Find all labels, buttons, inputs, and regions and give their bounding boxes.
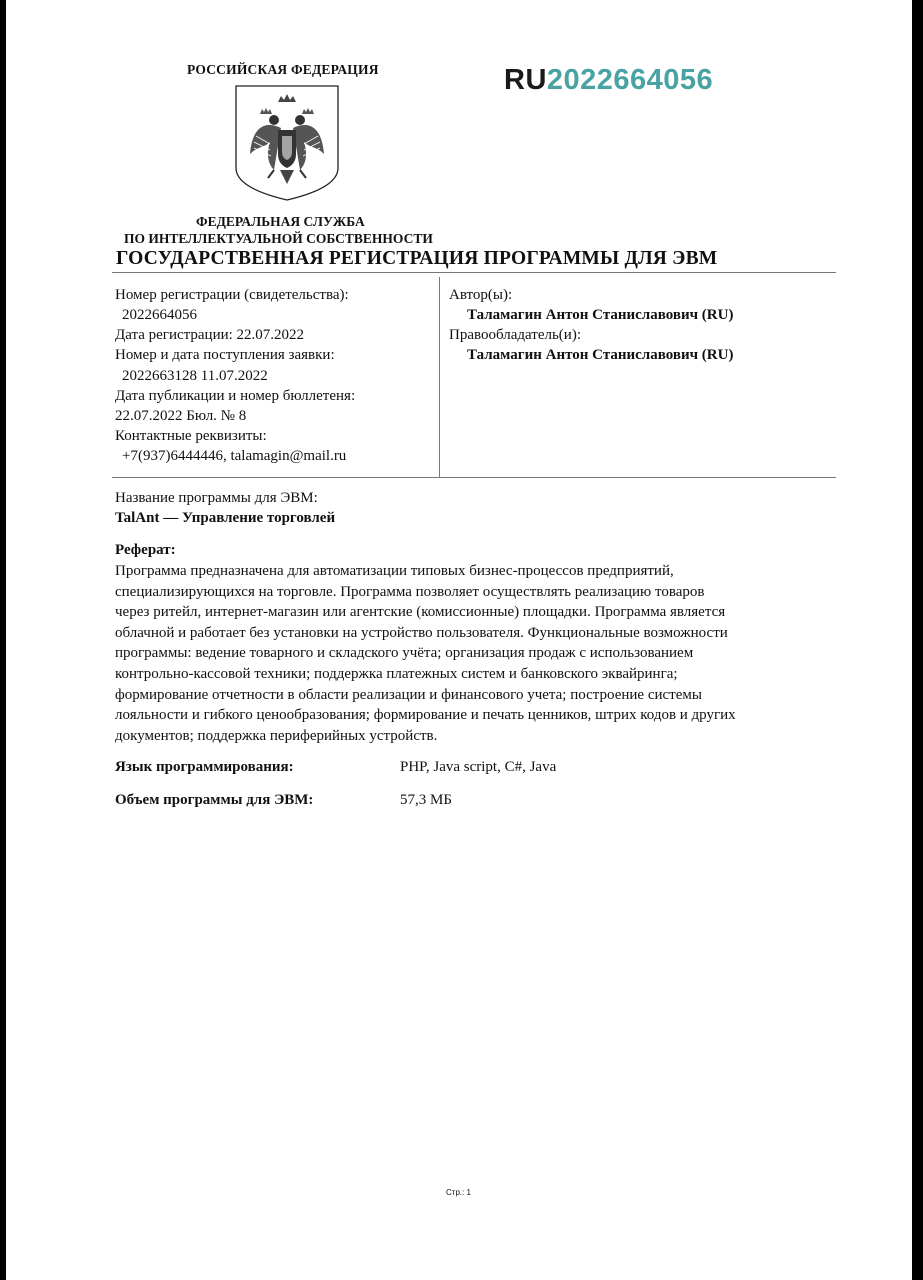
authors-label: Автор(ы): [449,287,513,303]
size-value: 57,3 МБ [400,792,452,808]
abstract-line: документов; поддержка периферийных устройств. [115,727,438,744]
patent-prefix: RU [504,64,547,96]
authors-value: Таламагин Антон Станиславович (RU) [467,307,734,323]
reg-date-label: Дата регистрации: [115,327,233,343]
reg-date-row [115,327,304,344]
table-bottom-rule [112,477,836,478]
program-name-label: Название программы для ЭВМ: [115,490,318,506]
application-value: 2022663128 11.07.2022 [122,368,268,384]
abstract-line: программы: ведение товарного и складского учёта; организация продаж с использованием [115,645,694,662]
abstract-text [115,561,835,746]
abstract-line: облачной и работает без установки на устройство пользователя. Функциональные возможности [115,624,728,641]
publication-value: 22.07.2022 Бюл. № 8 [115,408,247,424]
application-label: Номер и дата поступления заявки: [115,347,335,363]
abstract-line: Программа предназначена для автоматизации типовых бизнес-процессов предприятий, [115,563,674,579]
reg-date-value: 22.07.2022 [236,327,305,343]
state-emblem [234,84,340,202]
abstract-label: Реферат: [115,542,176,558]
agency-name-line1: ФЕДЕРАЛЬНАЯ СЛУЖБА [196,214,365,229]
country-name: РОССИЙСКАЯ ФЕДЕРАЦИЯ [187,62,379,77]
patent-number [504,64,713,97]
abstract-line: специализирующихся на торговле. Программа позволяет осуществлять реализацию товаров [115,583,705,600]
abstract-line: через ритейл, интернет-магазин или агентские (комиссионные) площадки. Программа является [115,604,726,621]
reg-number-value: 2022664056 [122,307,197,323]
document-title: ГОСУДАРСТВЕННАЯ РЕГИСТРАЦИЯ ПРОГРАММЫ ДЛЯ ЭВМ [116,248,718,269]
reg-number-label: Номер регистрации (свидетельства): [115,287,349,303]
abstract-line: лояльности и гибкого ценообразования; формирование и печать ценников, штрих кодов и других [115,707,736,724]
language-value: PHP, Java script, C#, Java [400,759,557,775]
contacts-label: Контактные реквизиты: [115,428,267,444]
program-name-value: TalAnt — Управление торговлей [115,510,336,526]
abstract-line: контрольно-кассовой техники; поддержка платежных систем и банковского эквайринга; [115,665,678,682]
column-divider [439,277,440,477]
holders-label: Правообладатель(и): [449,327,581,343]
document-page [6,0,912,1280]
language-label: Язык программирования: [115,759,294,775]
page-number: Стр.: 1 [446,1188,472,1197]
publication-label: Дата публикации и номер бюллетеня: [115,388,356,404]
size-label: Объем программы для ЭВМ: [115,792,314,808]
patent-number-digits: 2022664056 [546,64,714,96]
agency-name-line2: ПО ИНТЕЛЛЕКТУАЛЬНОЙ СОБСТВЕННОСТИ [124,231,433,246]
title-rule [112,272,836,273]
holders-value: Таламагин Антон Станиславович (RU) [467,347,734,363]
abstract-line: формирование отчетности в области реализации и финансового учета; построение системы [115,686,702,703]
contacts-value: +7(937)6444446, talamagin@mail.ru [122,448,347,464]
